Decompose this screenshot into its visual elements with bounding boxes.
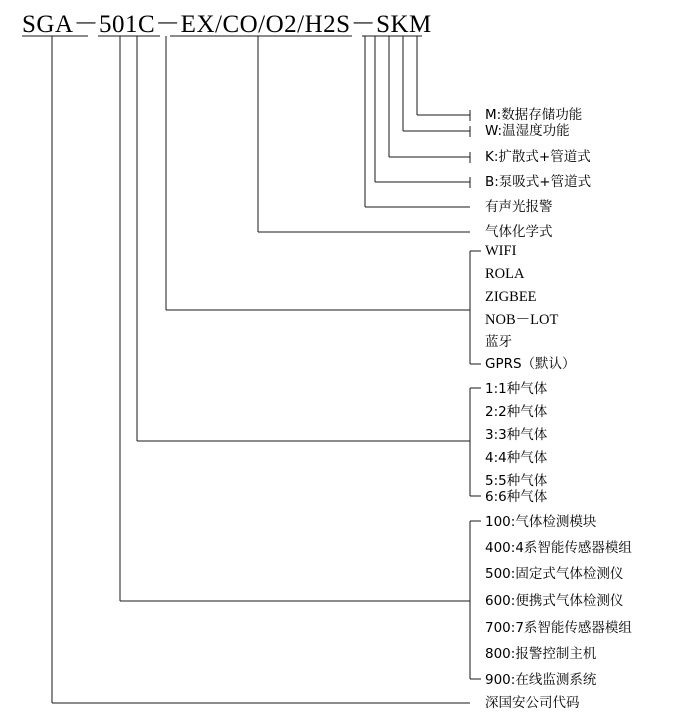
- label-comm-zigbee: ZIGBEE: [485, 289, 537, 305]
- label-comm-gprs: GPRS（默认）: [485, 356, 576, 372]
- label-comm-nob-lot: NOB－LOT: [485, 312, 559, 328]
- label-alarm: 有声光报警: [485, 199, 553, 215]
- label-gas-3: 3:3种气体: [485, 427, 548, 443]
- label-b-pump: B:泵吸式+管道式: [485, 174, 592, 190]
- label-gas-1: 1:1种气体: [485, 381, 548, 397]
- label-comm-bluetooth: 蓝牙: [485, 334, 512, 350]
- label-k-diffusion: K:扩散式+管道式: [485, 149, 591, 165]
- label-type-900: 900:在线监测系统: [485, 672, 597, 688]
- label-m-storage: M:数据存储功能: [485, 107, 583, 123]
- label-company-code: 深国安公司代码: [485, 695, 580, 711]
- label-type-800: 800:报警控制主机: [485, 646, 597, 662]
- label-gas-4: 4:4种气体: [485, 450, 548, 466]
- label-gas-2: 2:2种气体: [485, 404, 548, 420]
- label-comm-wifi: WIFI: [485, 243, 517, 259]
- label-comm-rola: ROLA: [485, 266, 525, 282]
- label-gas-6: 6:6种气体: [485, 489, 548, 505]
- label-gas-5: 5:5种气体: [485, 473, 548, 489]
- label-w-temp-hum: W:温湿度功能: [485, 123, 570, 139]
- product-code-title: SGA－501C－EX/CO/O2/H2S－SKM: [22, 11, 432, 38]
- label-type-400: 400:4系智能传感器模组: [485, 540, 632, 556]
- label-type-500: 500:固定式气体检测仪: [485, 566, 624, 582]
- label-type-100: 100:气体检测模块: [485, 514, 597, 530]
- label-gas-chemical: 气体化学式: [485, 224, 553, 240]
- label-type-700: 700:7系智能传感器模组: [485, 620, 632, 636]
- label-type-600: 600:便携式气体检测仪: [485, 593, 624, 609]
